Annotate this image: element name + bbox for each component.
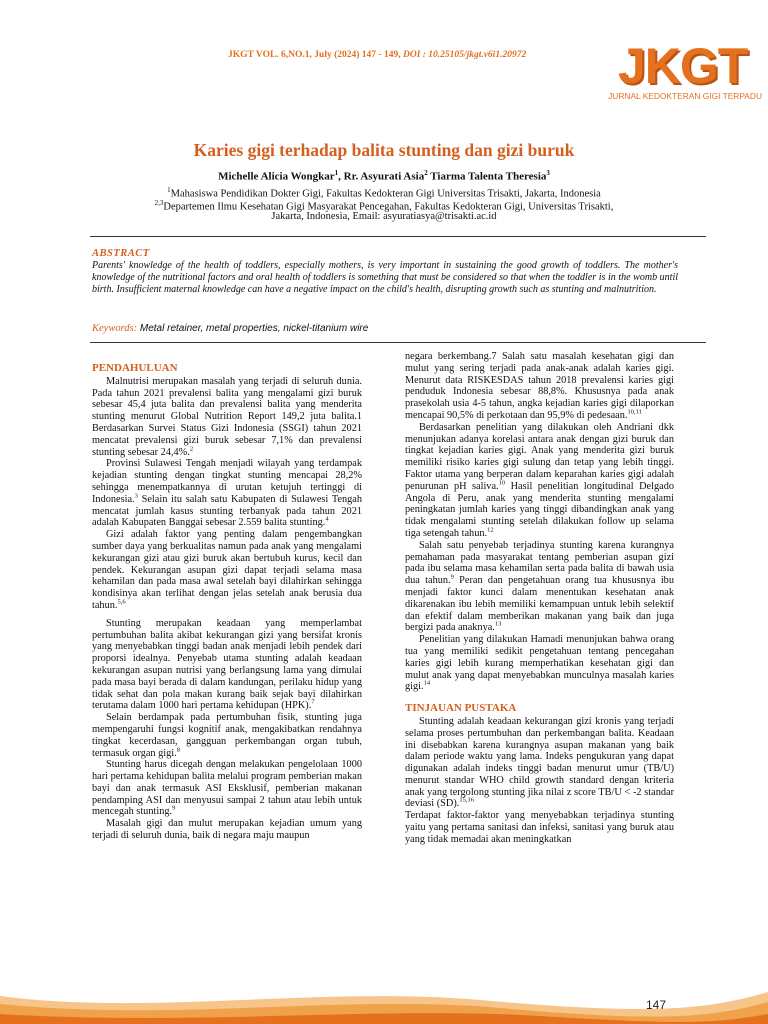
author-2-sup: 2 bbox=[424, 169, 428, 177]
section-heading-tinjauan-pustaka: TINJAUAN PUSTAKA bbox=[405, 702, 517, 715]
affiliation-2-text: Departemen Ilmu Kesehatan Gigi Masyarakat Pencegahan, Fakultas Kedokteran Gigi, Universitas Trisakti, bbox=[163, 201, 614, 213]
affiliation-1-text: Mahasiswa Pendidikan Dokter Gigi, Fakultas Kedokteran Gigi Universitas Trisakti, Jakarta, Indonesia bbox=[170, 188, 601, 200]
journal-citation bbox=[228, 50, 538, 60]
keywords bbox=[92, 323, 368, 334]
paragraph: negara berkembang.7 Salah satu masalah kesehatan gigi dan mulut yang sering terjadi pada anak-anak adalah karies gigi. Menurut data RISKESDAS tahun 2018 prevalensi karies gigi penduduk Indonesia sebesar 88,8%. Khususnya pada anak prasekolah usia 4-5 tahun, angka kejadian karies gigi dilaporkan mencapai 90,5% di perkotaan dan 95,9% di pedesaan.$^{10,11}$ bbox=[405, 351, 674, 421]
paragraph: Stunting adalah keadaan kekurangan gizi kronis yang terjadi selama proses pertumbuhan dan perkembangan balita. Keadaan ini disebabkan karena kurangnya asupan makanan yang baik dalam periode waktu yang lama. Indeks pengukuran yang dapat digunakan adalah indeks tinggi badan menurut umur (TB/U) menurut standar WHO child growth standard dengan kriteria anak yang tergolong stunting jika nilai z score TB/U < -2 standar deviasi (SD).$^{15,16}$ bbox=[405, 715, 674, 810]
abstract-heading: ABSTRACT bbox=[92, 248, 150, 259]
logo-subtitle: JURNAL KEDOKTERAN GIGI TERPADU bbox=[608, 91, 762, 101]
paragraph: Selain berdampak pada pertumbuhan fisik, stunting juga mempengaruhi fungsi kognitif anak, mengakibatkan rendahnya tingkat kecerdasan, gangguan perkembangan organ tubuh, termasuk organ gigi.$^8$ bbox=[92, 712, 362, 759]
top-divider bbox=[90, 236, 706, 237]
right-column bbox=[405, 351, 674, 846]
affiliation-2-sup: 2,3 bbox=[154, 199, 164, 207]
paragraph: Provinsi Sulawesi Tengah menjadi wilayah yang terdampak kejadian stunting dengan tingkat stunting mencapai 28,2% sehingga menempatkannya di urutan ketujuh tertinggi di Indonesia.$^3$ Selain itu salah satu Kabupaten di Sulawesi Tengah mencatat jumlah kasus stunting terbanyak pada tahun 2021 adalah Kabupaten Banggai sebesar 2.559 balita stunting.$^4$ bbox=[92, 458, 362, 529]
paragraph: Malnutrisi merupakan masalah yang terjadi di seluruh dunia. Pada tahun 2021 prevalensi balita yang mengalami gizi buruk sebesar 45,4 juta balita dan prevalensi balita yang menderita stunting menurut Global Nutrition Report 149,2 juta balita.1 Berdasarkan Survei Status Gizi Indonesia (SSGI) tahun 2021 mencatat prevalensi gizi buruk sebesar 7,1% dan prevalensi stunting sebesar 24,4%.$^2$ bbox=[92, 375, 362, 458]
logo-text: JKGT bbox=[618, 38, 748, 94]
paragraph: Stunting merupakan keadaan yang memperlambat pertumbuhan balita akibat kekurangan gizi yang bersifat kronis yang menyebabkan tinggi badan anak menjadi lebih pendek dari proporsi idealnya. Penyebab utama stunting adalah keadaan kekurangan asupan nutrisi yang berlangsung lama yang dimulai pada masa bayi berada di dalam kandungan, perilaku hidup yang tidak sehat dan pola makan kurang baik sejak bayi dilahirkan terutama dalam 1000 hari pertama kehidupan (HPK).$^7$ bbox=[92, 617, 362, 712]
author-1-sup: 1 bbox=[334, 169, 339, 177]
affiliation-3 bbox=[0, 210, 768, 223]
paragraph: Stunting harus dicegah dengan melakukan pengelolaan 1000 hari pertama kehidupan balita melalui program pemberian makan bayi dan anak termasuk ASI Eksklusif, pemberian makanan pendamping ASI dan menyusui sampai 2 tahun atau lebih untuk mencegah stunting.$^9$ bbox=[92, 759, 362, 818]
author-list bbox=[0, 169, 768, 183]
bottom-divider bbox=[90, 342, 706, 343]
article-title: Karies gigi terhadap balita stunting dan gizi buruk bbox=[193, 140, 575, 160]
affiliation-1-sup: 1 bbox=[167, 186, 171, 194]
page-number: 147 bbox=[646, 998, 667, 1012]
doi-link[interactable]: DOI : 10.25105/jkgt.v6i1.20972 bbox=[402, 50, 527, 60]
author-2: , Rr. Asyurati Asia bbox=[338, 170, 425, 183]
paragraph: Salah satu penyebab terjadinya stunting karena kurangnya pemahaman pada masyarakat tentang pemberian asupan gizi pada ibu selama masa kehamilan serta pada balita di bawah usia dua tahun.$^9$ Peran dan pengetahuan orang tua khususnya ibu menjadi faktor kunci dalam menentukan kesehatan anak dikarenakan ibu lebih memiliki kemampuan untuk lebih selektif dan efektif dalam memberikan makanan yang baik dan juga bergizi pada anaknya.$^{13}$ bbox=[405, 539, 674, 634]
left-column bbox=[92, 363, 362, 842]
journal-logo bbox=[610, 38, 760, 108]
paragraph: Gizi adalah faktor yang penting dalam pengembangkan sumber daya yang berkualitas namun pada anak yang mengalami kekurangan gizi atau gizi buruk akan bertubuh kurus, kecil dan pendek. Kekurangan asupan gizi dapat terjadi selama masa kehamilan dan pada masa awal setelah bayi dilahirkan sehingga kondisinya akan terlihat dengan jelas setelah anak berusia dua tahun.$^{5,6}$ bbox=[92, 529, 362, 611]
section-heading-pendahuluan: PENDAHULUAN bbox=[92, 362, 178, 374]
affiliation-3-text: Jakarta, Indonesia, Email: asyuratiasya@trisakti.ac.id bbox=[271, 211, 497, 222]
author-3: Tiarma Talenta Theresia bbox=[427, 170, 547, 183]
paragraph: Terdapat faktor-faktor yang menyebabkan terjadinya stunting yaitu yang pertama sanitasi dan infeksi, sanitasi yang buruk atau yang tidak memadai akan meningkatkan bbox=[405, 810, 674, 845]
keywords-value: Metal retainer, metal properties, nickel-titanium wire bbox=[137, 323, 369, 334]
author-3-sup: 3 bbox=[546, 169, 550, 177]
abstract-text: Parents' knowledge of the health of toddlers, especially mothers, is very important in sustaining the good growth of toddlers. The mother's knowledge of the nutritional factors and oral health of toddlers is something that must be considered so that when the toddler is in the womb until birth. Insufficient maternal knowledge can have a negative impact on the child's health, disrupting growth such as stunting and malnutrition. bbox=[92, 260, 678, 295]
paragraph: Masalah gigi dan mulut merupakan kejadian umum yang terjadi di seluruh dunia, baik di negara maju maupun bbox=[92, 818, 362, 842]
paragraph: Berdasarkan penelitian yang dilakukan oleh Andriani dkk menunjukan adanya korelasi antara anak dengan gizi buruk dan tingkat kejadian karies gigi. Anak yang menderita gizi buruk memiliki risiko karies gigi sulung dan tetap yang lebih tinggi. Faktor utama yang berperan dalam keparahan karies gigi adalah penurunan pH saliva.$^{10}$ Hasil penelitian longitudinal Delgado Angola di Peru, anak yang menderita stunting mengalami peningkatan jumlah karies yang tinggi dibandingkan anak yang tidak mengalami stunting setelah dilakukan follow up selama tiga setengah tahun.$^{12}$ bbox=[405, 421, 674, 539]
keywords-label: Keywords: bbox=[92, 323, 138, 334]
journal-info: JKGT VOL. 6,NO.1, July (2024) 147 - 149, bbox=[228, 50, 401, 60]
paragraph: Penelitian yang dilakukan Hamadi menunjukan bahwa orang tua yang memiliki sedikit pengetahuan tentang pencegahan karies gigi lebih kurang memperhatikan kesehatan gigi dan mulut anak yang dapat menyebabkan munculnya masalah karies gigi.$^{14}$ bbox=[405, 634, 674, 693]
author-1: Michelle Alicia Wongkar bbox=[218, 170, 335, 183]
